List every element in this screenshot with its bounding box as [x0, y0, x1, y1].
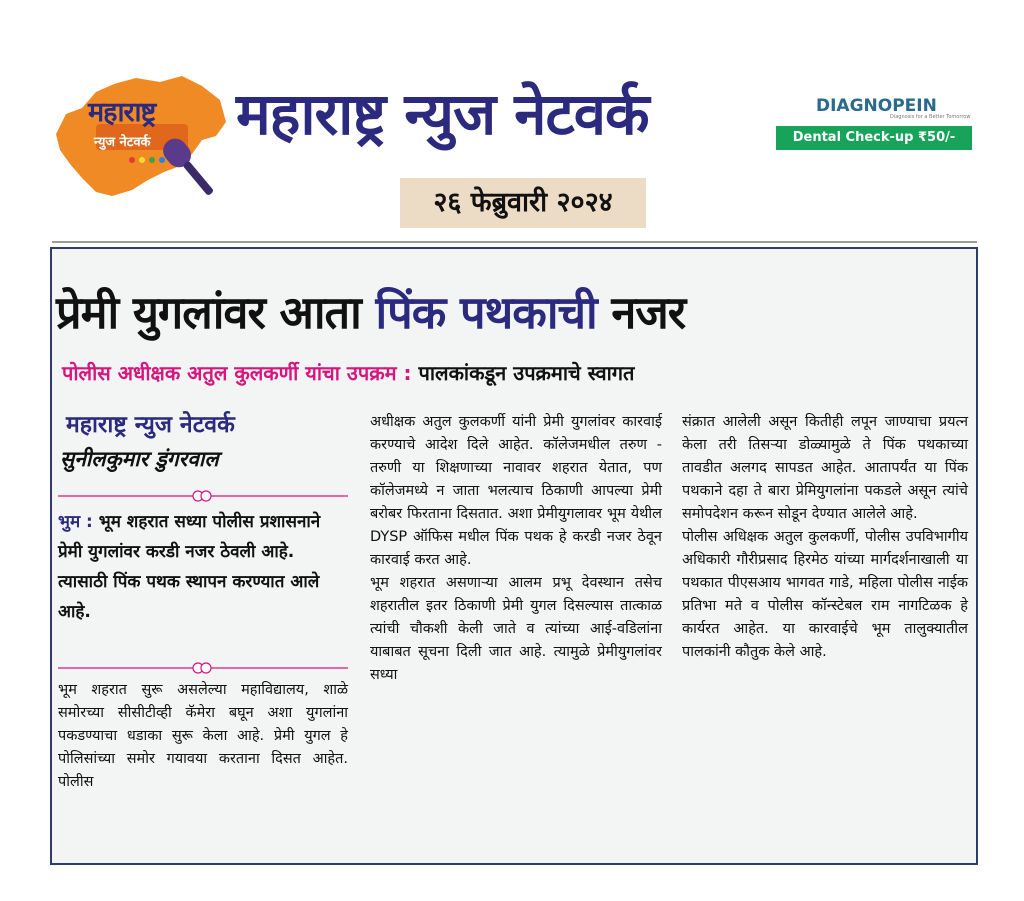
- headline-part-c: नजर: [596, 286, 686, 339]
- subheadline: [62, 359, 968, 386]
- lead-dateline: भुम :: [58, 512, 99, 532]
- headline-part-a: प्रेमी युगलांवर आता: [56, 286, 376, 339]
- byline-organization: महाराष्ट्र न्युज नेटवर्क: [66, 412, 235, 438]
- ad-brand: DIAGNOPEIN: [816, 96, 937, 116]
- advertisement[interactable]: [776, 96, 972, 154]
- publication-date: २६ फेब्रुवारी २०२४: [400, 178, 646, 228]
- subhead-part-a: पोलीस अधीक्षक अतुल कुलकर्णी यांचा उपक्रम :: [62, 361, 419, 385]
- col1-paragraph-1: भूम शहरात सुरू असलेल्या महाविद्यालय, शाळे समोरच्या सीसीटीव्ही कॅमेरा बघून अशा युगलांना पकडण्याचा धडाका सुरू केला आहे. प्रेमी युगल हे पोलिसांच्या समोर गयावया करताना दिसत आहेत. पोलीस: [58, 682, 348, 790]
- col3-paragraph-1: संक्रात आलेली असून कितीही लपून जाण्याचा प्रयत्न केला तरी तिसऱ्या डोळ्यामुळे ते पिंक पथकाच्या तावडीत अलगद सापडत आहेत. आतापर्यंत या पिंक पथकाने दहा ते बारा प्रेमियुगलांना पकडले असून त्यांचे समोपदेशन करून सोडून देण्यात आलेले आहे.: [682, 414, 968, 522]
- subhead-part-b: पालकांकडून उपक्रमाचे स्वागत: [418, 361, 635, 385]
- ad-tagline: Diagnosis for a Better Tomorrow: [890, 114, 971, 120]
- headline: [56, 281, 972, 342]
- ornament-divider-top: [58, 489, 348, 503]
- column-1: [58, 679, 348, 794]
- col2-paragraph-1: अधीक्षक अतुल कुलकर्णी यांनी प्रेमी युगलांवर कारवाई करण्याचे आदेश दिले आहेत. कॉलेजमधील तरुण - तरुणी या शिक्षणाच्या नावावर शहरात येतात, पण कॉलेजमध्ये न जाता भलत्याच ठिकाणी आपल्या प्रेमी बरोबर फिरताना दिसतात. अशा प्रेमीयुगलावर भूम येथील DYSP ऑफिस मधील पिंक पथक हे करडी नजर ठेवून कारवाई करत आहे.: [370, 414, 662, 568]
- logo-title: महाराष्ट्र: [88, 97, 156, 128]
- ad-banner: Dental Check-up ₹50/-: [776, 126, 972, 150]
- column-2: [370, 411, 662, 687]
- column-3: [682, 411, 968, 664]
- byline-author: सुनीलकुमार डुंगरवाल: [60, 447, 219, 471]
- brand-logo: [52, 74, 230, 206]
- lead-paragraph: [58, 507, 348, 627]
- col2-paragraph-2: भूम शहरात असणाऱ्या आलम प्रभू देवस्थान तसेच शहरातील इतर ठिकाणी प्रेमी युगल दिसल्यास तात्काळ त्यांची चौकशी केली जाते व त्यांच्या आई-वडिलांना याबाबत सूचना दिली जात आहे. त्यामुळे प्रेमीयुगलांवर सध्या: [370, 575, 662, 683]
- logo-subtitle: न्युज नेटवर्क: [94, 135, 151, 150]
- ornament-divider-bottom: [58, 661, 348, 675]
- headline-part-b: पिंक पथकाची: [375, 286, 597, 339]
- masthead-title: महाराष्ट्र न्युज नेटवर्क: [236, 80, 649, 148]
- lead-text: भूम शहरात सध्या पोलीस प्रशासनाने प्रेमी युगलांवर करडी नजर ठेवली आहे. त्यासाठी पिंक पथक स्थापन करण्यात आले आहे.: [58, 512, 321, 622]
- article-frame: [50, 247, 978, 865]
- header-divider: [52, 241, 977, 243]
- col3-paragraph-2: पोलीस अधिक्षक अतुल कुलकर्णी, पोलीस उपविभागीय अधिकारी गौरीप्रसाद हिरमेठ यांच्या मार्गदर्शनाखाली या पथकात पीएसआय भागवत गाडे, महिला पोलीस नाईक प्रतिभा मते व पोलीस कॉन्स्टेबल राम नागटिळक हे कार्यरत आहेत. या कारवाईचे भूम तालुक्यातील पालकांनी कौतुक केले आहे.: [682, 529, 968, 660]
